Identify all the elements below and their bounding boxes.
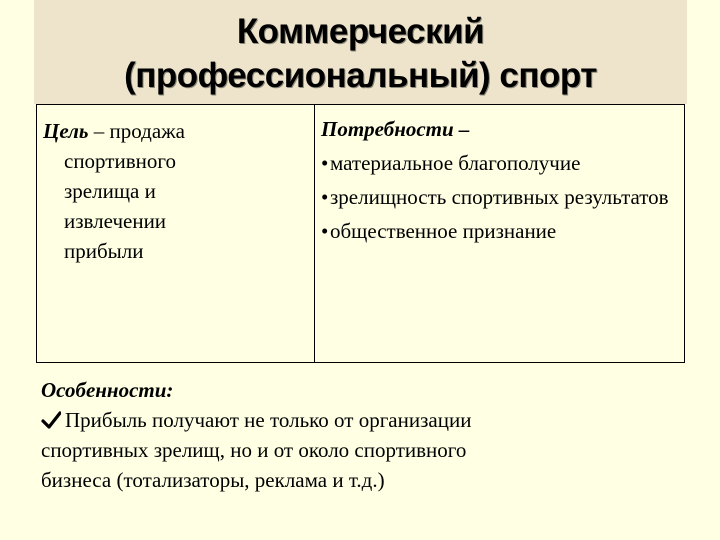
needs-heading: Потребности – bbox=[321, 117, 470, 141]
goal-dash: – bbox=[88, 119, 110, 143]
features-line: бизнеса (тотализаторы, реклама и т.д.) bbox=[41, 468, 385, 492]
goal-line: спортивного bbox=[64, 149, 176, 173]
needs-item bbox=[321, 184, 676, 210]
goal-line: продажа bbox=[109, 119, 185, 143]
features-line: спортивных зрелищ, но и от около спортивного bbox=[41, 438, 467, 462]
features-line: Прибыль получают не только от организации bbox=[65, 408, 472, 432]
goal-line: прибыли bbox=[64, 239, 144, 263]
goal-line: зрелища и bbox=[64, 179, 156, 203]
title-line-2: (профессиональный) спорт bbox=[124, 56, 597, 95]
bullet-icon: • bbox=[321, 151, 329, 175]
goal-line: извлечении bbox=[64, 209, 167, 233]
slide-title bbox=[34, 10, 687, 98]
needs-item-text: общественное признание bbox=[330, 219, 557, 243]
goal-cell bbox=[37, 105, 315, 362]
needs-item bbox=[321, 218, 676, 244]
needs-item bbox=[321, 150, 676, 176]
needs-item-text: материальное благополучие bbox=[330, 151, 581, 175]
goal-first-line bbox=[43, 116, 308, 146]
goal-needs-table bbox=[36, 104, 685, 363]
features-first-line bbox=[41, 405, 681, 435]
checkmark-icon bbox=[41, 410, 61, 430]
bullet-icon: • bbox=[321, 219, 329, 243]
needs-item-text: зрелищность спортивных результатов bbox=[330, 185, 669, 209]
needs-cell bbox=[315, 105, 684, 362]
features-heading: Особенности: bbox=[41, 378, 174, 402]
features-block bbox=[41, 375, 681, 495]
bullet-icon: • bbox=[321, 185, 329, 209]
title-line-1: Коммерческий bbox=[236, 12, 485, 51]
goal-heading: Цель bbox=[43, 119, 89, 143]
